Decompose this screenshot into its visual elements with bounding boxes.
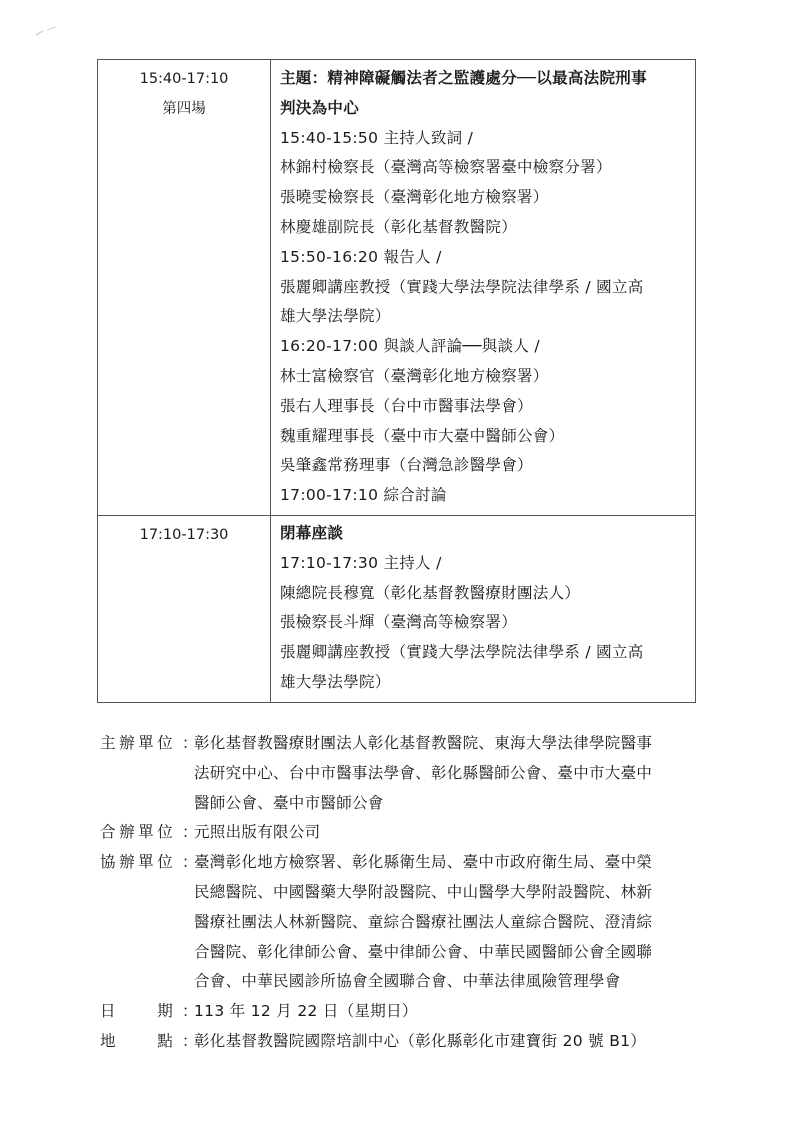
info-colon: ：	[182, 1031, 198, 1050]
session-detail-line: 陳總院長穆寬（彰化基督教醫療財團法人）	[280, 583, 581, 602]
time-cell	[98, 515, 271, 702]
info-value	[194, 818, 720, 848]
scan-artifact-mark	[34, 24, 60, 38]
info-value-line: 113 年 12 月 22 日（星期日）	[194, 1002, 418, 1021]
session-name: 第四場	[162, 101, 206, 117]
info-label-text	[100, 818, 173, 848]
session-detail-line: 林錦村檢察長（臺灣高等檢察署臺中檢察分署）	[280, 158, 612, 177]
info-label-char: 辦	[119, 734, 135, 752]
session-detail-line: 吳肇鑫常務理事（台灣急診醫學會）	[280, 456, 533, 475]
info-label-char: 位	[157, 853, 173, 872]
info-label	[100, 848, 182, 997]
info-row	[100, 818, 720, 848]
info-value-line: 彰化基督教醫院國際培訓中心（彰化縣彰化市建寶街 20 號 B1）	[194, 1031, 647, 1050]
session-detail-line: 15:50-16:20 報告人 /	[280, 247, 442, 266]
info-value	[194, 997, 720, 1027]
session-detail-line: 雄大學法學院）	[280, 307, 391, 326]
info-value	[194, 729, 720, 818]
session-detail-line: 16:20-17:00 與談人評論──與談人 /	[280, 337, 540, 356]
session-time: 15:40-17:10	[139, 71, 229, 87]
session-detail-line: 林士富檢察官（臺灣彰化地方檢察署）	[280, 366, 549, 385]
info-value-line: 合會、中華民國診所協會全國聯合會、中華法律風險管理學會	[194, 972, 621, 991]
info-value-line: 法研究中心、台中市醫事法學會、彰化縣醫師公會、臺中市大臺中	[194, 763, 653, 782]
info-colon: ：	[182, 1002, 198, 1021]
info-row	[100, 729, 720, 818]
session-time: 17:10-17:30	[139, 526, 229, 543]
schedule-table	[97, 59, 696, 703]
info-value-line: 合醫院、彰化律師公會、臺中律師公會、中華民國醫師公會全國聯	[194, 942, 653, 961]
info-label-char: 單	[138, 734, 154, 752]
info-row	[100, 997, 720, 1027]
info-label-text	[100, 848, 173, 878]
info-label-char: 日	[100, 1002, 116, 1021]
session-detail-line: 魏重耀理事長（臺中市大臺中醫師公會）	[280, 426, 565, 445]
session-topic: 閉幕座談	[280, 523, 344, 542]
info-label-text	[100, 729, 173, 759]
info-label-char: 位	[157, 823, 173, 842]
info-label-char: 合	[100, 823, 116, 842]
info-label-char: 位	[157, 734, 173, 752]
info-label-text	[100, 1027, 173, 1057]
session-detail-line: 張麗卿講座教授（實踐大學法學院法律學系 / 國立高	[280, 277, 644, 296]
info-value-line: 彰化基督教醫療財團法人彰化基督教醫院、東海大學法律學院醫事	[194, 734, 653, 752]
session-detail-line: 17:00-17:10 綜合討論	[280, 486, 447, 505]
info-colon: ：	[182, 853, 198, 872]
schedule-row	[98, 515, 696, 702]
info-label-char: 協	[100, 853, 116, 872]
session-detail-line: 雄大學法學院）	[280, 672, 391, 691]
session-detail-line: 15:40-15:50 主持人致詞 /	[280, 128, 474, 147]
time-cell	[98, 60, 271, 516]
session-topic: 判決為中心	[280, 98, 360, 117]
session-detail-line: 張曉雯檢察長（臺灣彰化地方檢察署）	[280, 188, 549, 207]
info-row	[100, 848, 720, 997]
session-detail-line: 17:10-17:30 主持人 /	[280, 553, 442, 572]
info-label-char: 辦	[119, 823, 135, 842]
info-label	[100, 997, 182, 1027]
info-label	[100, 729, 182, 818]
info-label-char: 主	[100, 734, 116, 752]
session-content-cell	[271, 60, 696, 516]
session-detail-line: 張右人理事長（台中市醫事法學會）	[280, 396, 533, 415]
info-colon: ：	[182, 823, 198, 842]
session-content-cell	[271, 515, 696, 702]
info-row	[100, 1027, 720, 1057]
info-value	[194, 1027, 720, 1057]
info-label-char: 單	[138, 853, 154, 872]
info-label	[100, 1027, 182, 1057]
info-label-char: 單	[138, 823, 154, 842]
info-value	[194, 848, 720, 997]
info-colon: ：	[182, 734, 198, 752]
info-value-line: 民總醫院、中國醫藥大學附設醫院、中山醫學大學附設醫院、林新	[194, 882, 653, 901]
session-detail-line: 張麗卿講座教授（實踐大學法學院法律學系 / 國立高	[280, 643, 644, 662]
info-label-char: 期	[157, 1002, 173, 1021]
event-info-section	[100, 729, 720, 1057]
info-label-char: 地	[100, 1031, 116, 1050]
info-label-text	[100, 997, 173, 1027]
info-label-char: 辦	[119, 853, 135, 872]
session-detail-line: 張檢察長斗輝（臺灣高等檢察署）	[280, 613, 518, 632]
info-value-line: 臺灣彰化地方檢察署、彰化縣衛生局、臺中市政府衛生局、臺中榮	[194, 853, 653, 872]
info-label	[100, 818, 182, 848]
info-value-line: 元照出版有限公司	[194, 823, 321, 842]
schedule-row	[98, 60, 696, 516]
info-value-line: 醫師公會、臺中市醫師公會	[194, 793, 384, 812]
session-topic: 主題：精神障礙觸法者之監護處分──以最高法院刑事	[280, 69, 647, 87]
session-detail-line: 林慶雄副院長（彰化基督教醫院）	[280, 217, 518, 236]
info-label-char: 點	[157, 1031, 173, 1050]
info-value-line: 醫療社團法人林新醫院、童綜合醫療社團法人童綜合醫院、澄清綜	[194, 912, 653, 931]
